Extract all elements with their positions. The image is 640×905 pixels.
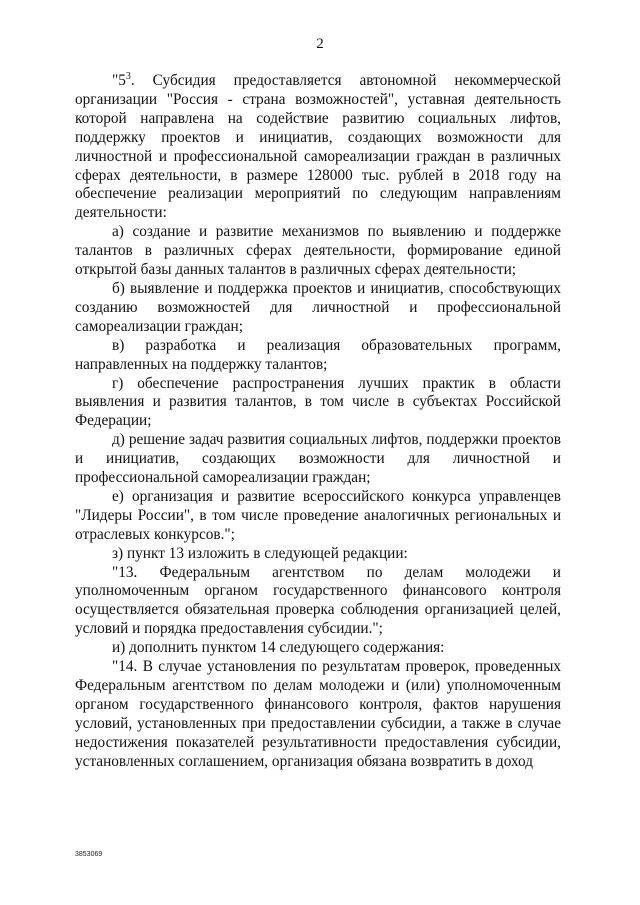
amendment-z: з) пункт 13 изложить в следующей редакции: xyxy=(112,544,408,562)
amendment-i: и) дополнить пунктом 14 следующего содержания: xyxy=(112,639,445,657)
list-item-b: б) выявление и поддержка проектов и инициатив, способствующих созданию возможностей для личностной и профессиональной самореализации граждан; xyxy=(75,279,561,335)
list-item-d: д) решение задач развития социальных лифтов, поддержки проектов и инициатив, создающих возможности для личностной и профессиональной самореализации граждан; xyxy=(75,431,561,487)
list-item-g: г) обеспечение распространения лучших практик в области выявления и развития талантов, в том числе в субъектах Российской Федерации; xyxy=(75,374,561,430)
document-body xyxy=(75,72,561,772)
list-item-a: а) создание и развитие механизмов по выявлению и поддержке талантов в различных сферах деятельности, формирование единой открытой базы данных талантов в различных сферах деятельности; xyxy=(75,223,561,279)
list-item-v: в) разработка и реализация образовательных программ, направленных на поддержку талантов; xyxy=(75,336,561,373)
paragraph-5-3-superscript: 3 xyxy=(125,71,131,82)
paragraph-14: "14. В случае установления по результатам проверок, проведенных Федеральным агентством по делам молодежи и (или) уполномоченным органом государственного финансового контроля, фактов нарушения условий, установленных при предоставлении субсидии, а также в случае недостижения показателей результативности предоставления субсидии, установленных соглашением, организация обязана возвратить в доход xyxy=(75,658,561,770)
paragraph-13: "13. Федеральным агентством по делам молодежи и уполномоченным органом государственного финансового контроля осуществляется обязательная проверка соблюдения организацией целей, условий и порядка предоставления субсидии."; xyxy=(75,563,561,638)
list-item-e: е) организация и развитие всероссийского конкурса управленцев "Лидеры России", в том числе проведение аналогичных региональных и отраслевых конкурсов."; xyxy=(75,487,561,543)
paragraph-5-3-text: . Субсидия предоставляется автономной некоммерческой организации "Россия - страна возможностей", уставная деятельность которой направлена на содействие развитию социальных лифтов, поддержку проектов и инициатив, создающих возможности для личностной и профессиональной самореализации граждан в различных сферах деятельности, в размере 128000 тыс. рублей в 2018 году на обеспечение реализации мероприятий по следующим направлениям деятельности: xyxy=(75,72,561,222)
document-code: 3853069 xyxy=(75,851,103,858)
paragraph-5-3 xyxy=(75,72,561,223)
paragraph-5-3-prefix: "5 xyxy=(112,72,126,89)
page-number: 2 xyxy=(316,36,324,52)
